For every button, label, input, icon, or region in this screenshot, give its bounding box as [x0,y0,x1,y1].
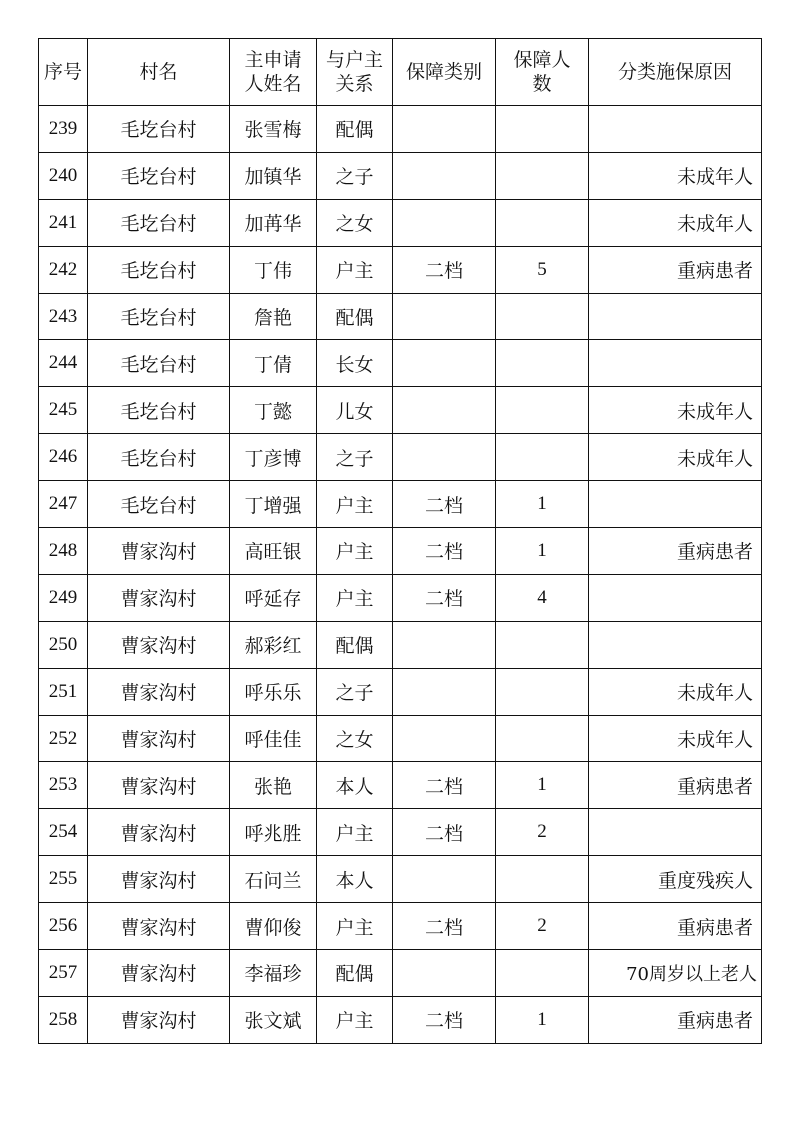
table-row [39,481,762,528]
cell-village: 毛圪台村 [88,434,230,481]
cell-count [496,340,589,387]
header-applicant: 主申请人姓名 [230,39,317,106]
cell-village: 曹家沟村 [88,668,230,715]
cell-village: 曹家沟村 [88,762,230,809]
cell-index: 243 [39,293,88,340]
cell-category [393,434,496,481]
cell-relation: 户主 [317,809,393,856]
cell-village: 毛圪台村 [88,246,230,293]
cell-applicant-name: 丁倩 [230,340,317,387]
cell-applicant-name: 呼延存 [230,574,317,621]
cell-applicant-name: 曹仰俊 [230,903,317,950]
cell-category: 二档 [393,996,496,1043]
cell-category: 二档 [393,903,496,950]
cell-count: 5 [496,246,589,293]
cell-index: 244 [39,340,88,387]
cell-reason: 70周岁以上老人 [589,950,762,997]
cell-index: 257 [39,950,88,997]
cell-village: 曹家沟村 [88,528,230,575]
table-row [39,668,762,715]
cell-index: 254 [39,809,88,856]
cell-index: 251 [39,668,88,715]
cell-count [496,387,589,434]
cell-reason: 重病患者 [589,762,762,809]
cell-reason: 未成年人 [589,387,762,434]
table-row [39,246,762,293]
cell-reason: 未成年人 [589,152,762,199]
cell-applicant-name: 加镇华 [230,152,317,199]
cell-village: 曹家沟村 [88,996,230,1043]
cell-index: 248 [39,528,88,575]
cell-index: 247 [39,481,88,528]
cell-village: 毛圪台村 [88,152,230,199]
cell-reason [589,809,762,856]
cell-category [393,340,496,387]
cell-count: 1 [496,528,589,575]
cell-applicant-name: 张艳 [230,762,317,809]
cell-village: 曹家沟村 [88,856,230,903]
cell-index: 239 [39,106,88,153]
cell-village: 毛圪台村 [88,340,230,387]
table-row [39,340,762,387]
cell-reason [589,481,762,528]
cell-reason: 未成年人 [589,668,762,715]
cell-count [496,293,589,340]
cell-index: 249 [39,574,88,621]
table-row [39,387,762,434]
assistance-table [38,38,762,1044]
cell-village: 毛圪台村 [88,481,230,528]
header-row [39,39,762,106]
cell-reason [589,293,762,340]
cell-relation: 之女 [317,199,393,246]
cell-index: 241 [39,199,88,246]
cell-index: 250 [39,621,88,668]
cell-category [393,293,496,340]
cell-reason [589,340,762,387]
cell-applicant-name: 郝彩红 [230,621,317,668]
cell-village: 曹家沟村 [88,715,230,762]
cell-category [393,950,496,997]
document-page [38,38,762,1044]
cell-category: 二档 [393,528,496,575]
cell-index: 258 [39,996,88,1043]
cell-index: 242 [39,246,88,293]
cell-category [393,387,496,434]
cell-village: 曹家沟村 [88,574,230,621]
cell-village: 曹家沟村 [88,903,230,950]
cell-relation: 配偶 [317,621,393,668]
cell-relation: 长女 [317,340,393,387]
cell-applicant-name: 加苒华 [230,199,317,246]
cell-count: 2 [496,903,589,950]
table-row [39,152,762,199]
cell-reason: 未成年人 [589,715,762,762]
cell-village: 曹家沟村 [88,950,230,997]
table-row [39,996,762,1043]
cell-count: 1 [496,762,589,809]
cell-category [393,668,496,715]
table-row [39,106,762,153]
header-relation: 与户主关系 [317,39,393,106]
table-row [39,293,762,340]
cell-relation: 户主 [317,481,393,528]
cell-applicant-name: 张文斌 [230,996,317,1043]
cell-relation: 之子 [317,434,393,481]
cell-count [496,950,589,997]
cell-category [393,621,496,668]
cell-relation: 户主 [317,574,393,621]
cell-reason: 未成年人 [589,434,762,481]
table-row [39,528,762,575]
cell-village: 曹家沟村 [88,621,230,668]
cell-reason [589,106,762,153]
cell-count: 2 [496,809,589,856]
table-row [39,199,762,246]
table-row [39,809,762,856]
cell-village: 毛圪台村 [88,106,230,153]
cell-count: 4 [496,574,589,621]
cell-village: 毛圪台村 [88,199,230,246]
header-category: 保障类别 [393,39,496,106]
cell-applicant-name: 呼佳佳 [230,715,317,762]
cell-category: 二档 [393,574,496,621]
cell-count [496,856,589,903]
header-count: 保障人数 [496,39,589,106]
cell-applicant-name: 石问兰 [230,856,317,903]
cell-index: 253 [39,762,88,809]
table-row [39,434,762,481]
cell-category: 二档 [393,481,496,528]
header-village: 村名 [88,39,230,106]
table-row [39,574,762,621]
cell-reason: 重病患者 [589,903,762,950]
cell-category [393,199,496,246]
cell-relation: 之女 [317,715,393,762]
cell-applicant-name: 丁增强 [230,481,317,528]
cell-relation: 之子 [317,668,393,715]
cell-relation: 户主 [317,246,393,293]
cell-reason: 重病患者 [589,996,762,1043]
cell-count [496,621,589,668]
cell-count [496,199,589,246]
cell-count: 1 [496,481,589,528]
cell-index: 245 [39,387,88,434]
cell-count [496,434,589,481]
cell-relation: 配偶 [317,950,393,997]
cell-applicant-name: 丁懿 [230,387,317,434]
cell-applicant-name: 李福珍 [230,950,317,997]
cell-applicant-name: 詹艳 [230,293,317,340]
cell-applicant-name: 张雪梅 [230,106,317,153]
cell-count [496,668,589,715]
cell-reason: 重病患者 [589,246,762,293]
table-body [39,106,762,1044]
cell-relation: 之子 [317,152,393,199]
cell-count [496,106,589,153]
cell-category: 二档 [393,246,496,293]
cell-village: 毛圪台村 [88,387,230,434]
cell-category [393,106,496,153]
table-row [39,715,762,762]
cell-village: 曹家沟村 [88,809,230,856]
cell-index: 240 [39,152,88,199]
cell-relation: 户主 [317,903,393,950]
cell-applicant-name: 呼兆胜 [230,809,317,856]
cell-category: 二档 [393,762,496,809]
cell-applicant-name: 丁伟 [230,246,317,293]
cell-reason [589,574,762,621]
table-row [39,621,762,668]
cell-reason [589,621,762,668]
table-row [39,762,762,809]
cell-reason: 重度残疾人 [589,856,762,903]
cell-index: 256 [39,903,88,950]
cell-category [393,715,496,762]
cell-reason: 未成年人 [589,199,762,246]
cell-relation: 儿女 [317,387,393,434]
cell-applicant-name: 丁彦博 [230,434,317,481]
table-row [39,903,762,950]
header-index: 序号 [39,39,88,106]
cell-village: 毛圪台村 [88,293,230,340]
cell-relation: 本人 [317,856,393,903]
table-header [39,39,762,106]
cell-reason: 重病患者 [589,528,762,575]
cell-count [496,152,589,199]
cell-count [496,715,589,762]
cell-count: 1 [496,996,589,1043]
table-row [39,950,762,997]
header-reason: 分类施保原因 [589,39,762,106]
cell-applicant-name: 呼乐乐 [230,668,317,715]
cell-relation: 户主 [317,996,393,1043]
cell-relation: 配偶 [317,293,393,340]
table-row [39,856,762,903]
cell-index: 255 [39,856,88,903]
cell-index: 246 [39,434,88,481]
cell-category [393,856,496,903]
cell-relation: 配偶 [317,106,393,153]
cell-relation: 本人 [317,762,393,809]
cell-relation: 户主 [317,528,393,575]
cell-applicant-name: 高旺银 [230,528,317,575]
cell-category: 二档 [393,809,496,856]
cell-category [393,152,496,199]
cell-index: 252 [39,715,88,762]
